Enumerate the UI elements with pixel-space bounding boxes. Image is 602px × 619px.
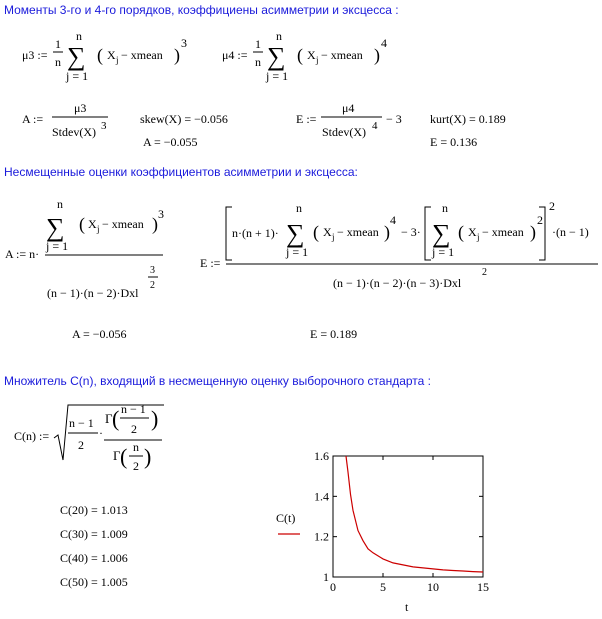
frac-num: 1: [55, 37, 61, 51]
axis-ticks: [333, 456, 483, 577]
den: (n − 1)·(n − 2)·Dxl: [47, 286, 139, 300]
mu3-formula: [22, 29, 187, 83]
chart-ylabel: C(t): [276, 511, 296, 525]
sum-sign: ∑: [286, 219, 305, 248]
gamma-num-arg-num: n − 1: [121, 402, 146, 416]
minus-3dot: − 3·: [401, 225, 421, 239]
frac-den: n: [55, 55, 61, 69]
gamma-den-arg-num: n: [133, 440, 139, 454]
x-var: X: [107, 48, 116, 62]
y-tick-label: 1.6: [314, 449, 329, 463]
sum-upper: n: [57, 197, 63, 211]
y-tick-label: 1: [323, 570, 329, 584]
sum-upper: n: [76, 29, 82, 43]
den: (n − 1)·(n − 2)·(n − 3)·Dxl: [333, 276, 462, 290]
mu4-formula: [222, 29, 387, 83]
A-result-1: A = −0.055: [143, 135, 198, 149]
n-n1: n·(n + 1)·: [232, 226, 279, 240]
dot: ·: [99, 426, 103, 440]
E-result-2: E = 0.189: [310, 327, 358, 341]
pow: 4: [372, 120, 378, 132]
pow-num: 3: [150, 265, 155, 276]
sum-sign: ∑: [67, 42, 86, 71]
cn-chart: [276, 449, 489, 614]
x-tick-label: 5: [380, 580, 386, 594]
y-tick-label: 1.4: [314, 489, 329, 504]
paren-close: ): [174, 45, 180, 65]
paren-open: (: [458, 222, 464, 242]
minus-xmean: − xmean: [321, 48, 363, 62]
gamma-den: Γ: [113, 448, 121, 463]
mu3-lhs: μ3 :=: [22, 48, 48, 62]
c-value-30: C(30) = 1.009: [60, 527, 128, 541]
pow: 3: [101, 120, 107, 132]
x-sub: j: [477, 232, 480, 242]
A-result-2: A = −0.056: [72, 327, 127, 341]
paren-open: (: [313, 222, 319, 242]
kurt-result: kurt(X) = 0.189: [430, 112, 506, 126]
axis-tick-labels: [314, 449, 489, 594]
paren-close: ): [151, 406, 159, 431]
paren-close: ): [144, 444, 152, 469]
pow: 4: [390, 213, 396, 227]
E-result-1: E = 0.136: [430, 135, 478, 149]
minus-xmean: − xmean: [482, 225, 524, 239]
frac-num: 1: [255, 37, 261, 51]
bracket-inner-left: [425, 207, 431, 260]
plot-frame: [333, 456, 483, 577]
paren-open: (: [112, 406, 120, 431]
den: Stdev(X): [322, 125, 366, 139]
heading-unbiased-estimates: Несмещенные оценки коэффициентов асимметрии и эксцесса:: [4, 165, 358, 179]
x-var: X: [323, 225, 332, 239]
E-def-formula: [296, 101, 402, 139]
gamma-den-arg-den: 2: [133, 459, 139, 473]
pow: 4: [381, 36, 387, 50]
mu4-lhs: μ4 :=: [222, 48, 248, 62]
x-sub: j: [116, 55, 119, 65]
den: Stdev(X): [52, 125, 96, 139]
x-tick-label: 15: [477, 580, 489, 594]
minus-3: − 3: [386, 112, 402, 126]
gamma-num-arg-den: 2: [131, 422, 137, 436]
num: μ4: [342, 101, 355, 115]
c-value-50: C(50) = 1.005: [60, 575, 128, 589]
x-tick-label: 0: [330, 580, 336, 594]
paren-close: ): [530, 222, 536, 242]
c-values-list: [60, 503, 128, 589]
x-var: X: [88, 217, 97, 231]
Cn-lhs: C(n) :=: [14, 429, 50, 443]
x-sub: j: [97, 224, 100, 234]
y-tick-label: 1.2: [314, 529, 329, 544]
minus-xmean: − xmean: [337, 225, 379, 239]
x-sub: j: [332, 232, 335, 242]
heading-cn-factor: Множитель C(n), входящий в несмещенную оценку выборочного стандарта :: [4, 374, 432, 388]
paren-close: ): [384, 222, 390, 242]
A-unbiased-formula: [5, 197, 164, 300]
paren-open: (: [120, 444, 128, 469]
frac1-den: 2: [78, 438, 84, 452]
num: μ3: [74, 101, 87, 115]
x-tick-label: 10: [427, 580, 439, 594]
sum-lower: j = 1: [432, 245, 455, 259]
E-unbiased-formula: [200, 199, 598, 290]
minus-xmean: − xmean: [121, 48, 163, 62]
paren-open: (: [79, 214, 85, 234]
sum-upper: n: [442, 201, 448, 215]
pow: 2: [537, 213, 543, 227]
pow: 3: [181, 36, 187, 50]
paren-close: ): [374, 45, 380, 65]
outer-pow: 2: [549, 199, 555, 213]
sum-sign: ∑: [267, 42, 286, 71]
sum-lower: j = 1: [46, 239, 69, 253]
paren-open: (: [97, 45, 103, 65]
Cn-formula: [14, 402, 164, 473]
x-var: X: [307, 48, 316, 62]
x-var: X: [468, 225, 477, 239]
paren-close: ): [152, 214, 158, 234]
pow-den: 2: [150, 280, 155, 291]
chart-xlabel: t: [405, 600, 409, 614]
sum-sign: ∑: [432, 219, 451, 248]
frac1-num: n − 1: [69, 416, 94, 430]
A-lhs: A :=: [22, 112, 44, 126]
sum-upper: n: [276, 29, 282, 43]
A-def-formula: [22, 101, 108, 139]
A-lhs: A := n·: [5, 247, 40, 261]
sum-lower: j = 1: [266, 69, 289, 83]
paren-open: (: [297, 45, 303, 65]
pow: 3: [158, 207, 164, 221]
sum-sign: ∑: [46, 213, 65, 242]
E-lhs: E :=: [296, 112, 317, 126]
gamma-num: Γ: [105, 411, 113, 426]
heading-moments: Моменты 3-го и 4-го порядков, коэффициены асимметрии и эксцесса :: [4, 3, 399, 17]
skew-result: skew(X) = −0.056: [140, 112, 228, 126]
den-pow: 2: [482, 267, 487, 278]
sum-upper: n: [296, 201, 302, 215]
series-line-Ct: [346, 456, 483, 572]
minus-xmean: − xmean: [102, 217, 144, 231]
x-sub: j: [316, 55, 319, 65]
times-n1: ·(n − 1): [552, 225, 589, 239]
sum-lower: j = 1: [66, 69, 89, 83]
E-lhs: E :=: [200, 256, 221, 270]
c-value-20: C(20) = 1.013: [60, 503, 128, 517]
frac-den: n: [255, 55, 261, 69]
c-value-40: C(40) = 1.006: [60, 551, 128, 565]
sum-lower: j = 1: [286, 245, 309, 259]
